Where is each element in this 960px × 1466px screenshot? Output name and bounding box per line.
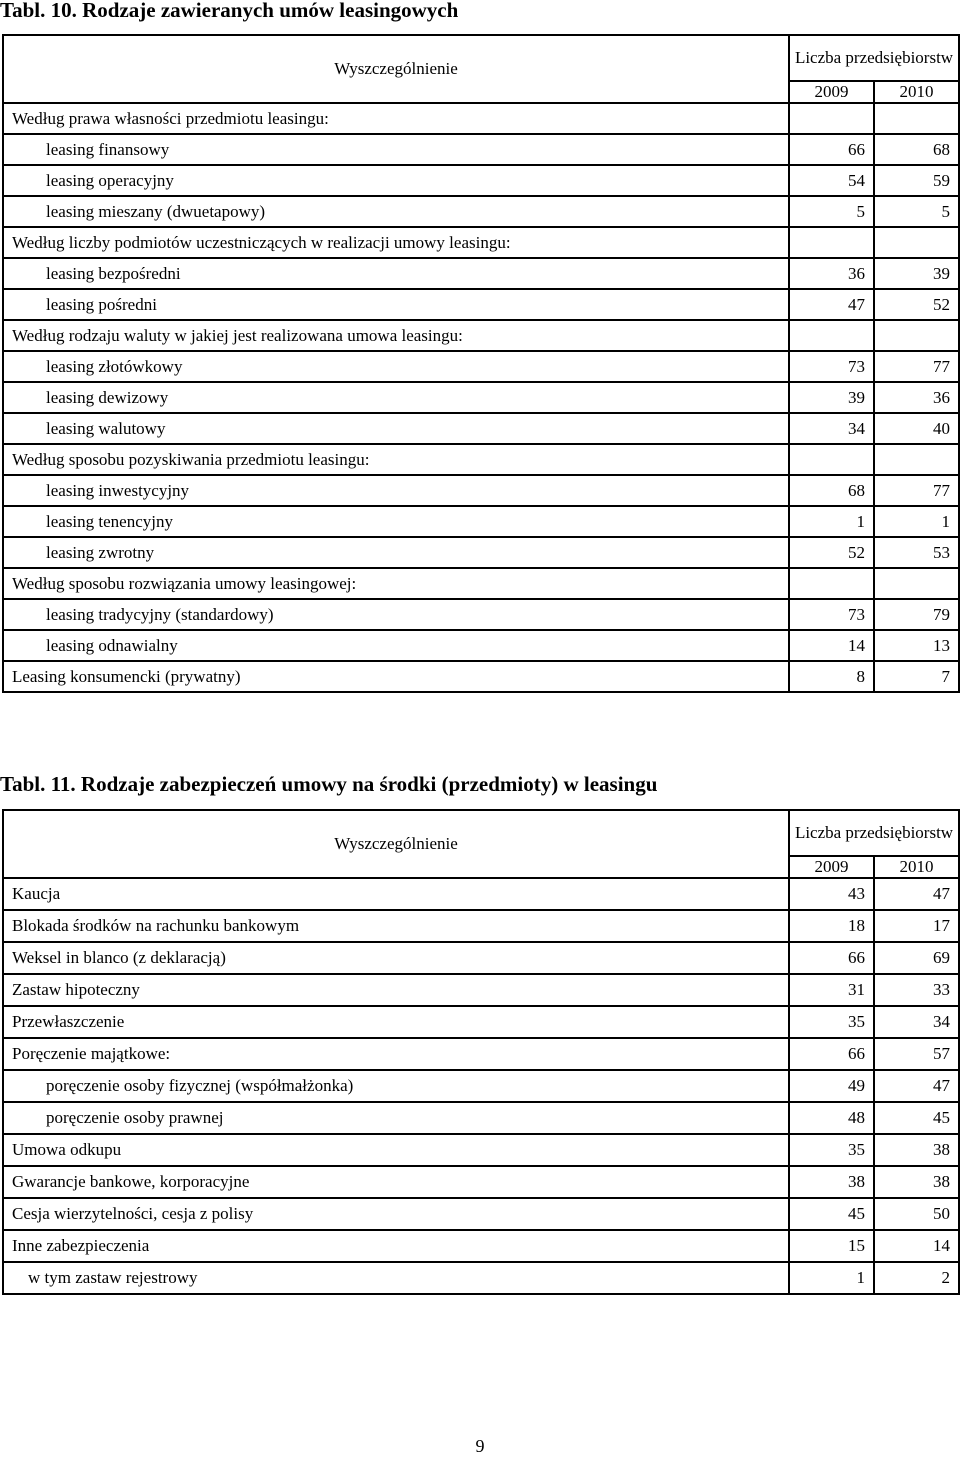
table-row — [3, 878, 959, 910]
row-label: Poręczenie majątkowe: — [3, 1038, 789, 1070]
value-2010: 77 — [874, 475, 959, 506]
table-row — [3, 196, 959, 227]
row-label: Leasing konsumencki (prywatny) — [3, 661, 789, 692]
row-label: leasing dewizowy — [3, 382, 789, 413]
row-label: Blokada środków na rachunku bankowym — [3, 910, 789, 942]
value-2010: 45 — [874, 1102, 959, 1134]
table-row — [3, 444, 959, 475]
value-2010: 52 — [874, 289, 959, 320]
table-row — [3, 506, 959, 537]
value-2009: 66 — [789, 1038, 874, 1070]
value-2009: 15 — [789, 1230, 874, 1262]
value-2009: 66 — [789, 942, 874, 974]
table-row — [3, 568, 959, 599]
row-label: leasing tradycyjny (standardowy) — [3, 599, 789, 630]
value-2010: 40 — [874, 413, 959, 444]
value-2009: 52 — [789, 537, 874, 568]
value-2010: 50 — [874, 1198, 959, 1230]
row-label: w tym zastaw rejestrowy — [3, 1262, 789, 1294]
table-row — [3, 942, 959, 974]
value-2009: 31 — [789, 974, 874, 1006]
value-2009: 45 — [789, 1198, 874, 1230]
row-label: leasing mieszany (dwuetapowy) — [3, 196, 789, 227]
value-2009: 18 — [789, 910, 874, 942]
value-2009: 54 — [789, 165, 874, 196]
table-row — [3, 974, 959, 1006]
row-label: Według sposobu rozwiązania umowy leasingowej: — [3, 568, 789, 599]
table-row — [3, 661, 959, 692]
table-row — [3, 382, 959, 413]
value-2009: 66 — [789, 134, 874, 165]
header-year-2009: 2009 — [789, 856, 874, 878]
value-2009: 68 — [789, 475, 874, 506]
row-label: leasing złotówkowy — [3, 351, 789, 382]
leasing-security-types-table — [2, 809, 960, 1295]
value-2010: 34 — [874, 1006, 959, 1038]
table-11-title: Tabl. 11. Rodzaje zabezpieczeń umowy na środki (przedmioty) w leasingu — [0, 772, 658, 796]
table-row — [3, 599, 959, 630]
row-label: leasing operacyjny — [3, 165, 789, 196]
value-2009: 8 — [789, 661, 874, 692]
row-label: Kaucja — [3, 878, 789, 910]
row-label: leasing inwestycyjny — [3, 475, 789, 506]
value-2009: 1 — [789, 1262, 874, 1294]
table-row — [3, 1262, 959, 1294]
value-2009: 73 — [789, 599, 874, 630]
table-row — [3, 1102, 959, 1134]
value-2010 — [874, 568, 959, 599]
table-row — [3, 165, 959, 196]
header-year-2010: 2010 — [874, 856, 959, 878]
value-2009: 47 — [789, 289, 874, 320]
table-row — [3, 630, 959, 661]
value-2009: 34 — [789, 413, 874, 444]
value-2010: 33 — [874, 974, 959, 1006]
table-row — [3, 103, 959, 134]
value-2010: 77 — [874, 351, 959, 382]
table-row — [3, 1230, 959, 1262]
table-row — [3, 475, 959, 506]
value-2010: 38 — [874, 1166, 959, 1198]
table-row — [3, 1006, 959, 1038]
row-label: leasing zwrotny — [3, 537, 789, 568]
row-label: Według sposobu pozyskiwania przedmiotu leasingu: — [3, 444, 789, 475]
value-2010 — [874, 444, 959, 475]
value-2009: 73 — [789, 351, 874, 382]
table-row — [3, 413, 959, 444]
value-2009 — [789, 227, 874, 258]
value-2010: 17 — [874, 910, 959, 942]
header-year-2009: 2009 — [789, 81, 874, 103]
table-row — [3, 1166, 959, 1198]
value-2010: 39 — [874, 258, 959, 289]
table-row — [3, 1198, 959, 1230]
row-label: poręczenie osoby prawnej — [3, 1102, 789, 1134]
table-row — [3, 227, 959, 258]
row-label: Umowa odkupu — [3, 1134, 789, 1166]
row-label: leasing odnawialny — [3, 630, 789, 661]
value-2009: 35 — [789, 1006, 874, 1038]
row-label: Przewłaszczenie — [3, 1006, 789, 1038]
value-2009 — [789, 568, 874, 599]
value-2010 — [874, 227, 959, 258]
value-2009 — [789, 103, 874, 134]
table-row — [3, 910, 959, 942]
row-label: leasing tenencyjny — [3, 506, 789, 537]
value-2009: 1 — [789, 506, 874, 537]
table-row — [3, 289, 959, 320]
value-2009: 36 — [789, 258, 874, 289]
value-2010: 79 — [874, 599, 959, 630]
value-2009: 48 — [789, 1102, 874, 1134]
value-2010: 1 — [874, 506, 959, 537]
table-row — [3, 1070, 959, 1102]
value-2009: 38 — [789, 1166, 874, 1198]
header-description: Wyszczególnienie — [3, 810, 789, 878]
table-row — [3, 320, 959, 351]
value-2010 — [874, 103, 959, 134]
row-label: leasing bezpośredni — [3, 258, 789, 289]
value-2010: 5 — [874, 196, 959, 227]
value-2010: 59 — [874, 165, 959, 196]
row-label: Zastaw hipoteczny — [3, 974, 789, 1006]
value-2010: 68 — [874, 134, 959, 165]
row-label: Według prawa własności przedmiotu leasingu: — [3, 103, 789, 134]
leasing-contract-types-table — [2, 34, 960, 693]
row-label: Według liczby podmiotów uczestniczących w realizacji umowy leasingu: — [3, 227, 789, 258]
value-2010: 53 — [874, 537, 959, 568]
table-row — [3, 537, 959, 568]
value-2010: 2 — [874, 1262, 959, 1294]
value-2009: 39 — [789, 382, 874, 413]
row-label: Weksel in blanco (z deklaracją) — [3, 942, 789, 974]
row-label: Cesja wierzytelności, cesja z polisy — [3, 1198, 789, 1230]
row-label: poręczenie osoby fizycznej (współmałżonka) — [3, 1070, 789, 1102]
value-2009: 43 — [789, 878, 874, 910]
value-2010 — [874, 320, 959, 351]
value-2010: 14 — [874, 1230, 959, 1262]
row-label: leasing pośredni — [3, 289, 789, 320]
value-2010: 38 — [874, 1134, 959, 1166]
table-row — [3, 258, 959, 289]
table-row — [3, 134, 959, 165]
header-year-2010: 2010 — [874, 81, 959, 103]
header-description: Wyszczególnienie — [3, 35, 789, 103]
table-row — [3, 1134, 959, 1166]
row-label: Według rodzaju waluty w jakiej jest realizowana umowa leasingu: — [3, 320, 789, 351]
table-10-title: Tabl. 10. Rodzaje zawieranych umów leasingowych — [0, 0, 459, 22]
table-row — [3, 351, 959, 382]
row-label: leasing walutowy — [3, 413, 789, 444]
value-2010: 69 — [874, 942, 959, 974]
value-2010: 47 — [874, 878, 959, 910]
value-2010: 47 — [874, 1070, 959, 1102]
value-2010: 36 — [874, 382, 959, 413]
value-2009 — [789, 320, 874, 351]
value-2009: 5 — [789, 196, 874, 227]
value-2010: 57 — [874, 1038, 959, 1070]
page-number: 9 — [475, 1436, 485, 1456]
row-label: Gwarancje bankowe, korporacyjne — [3, 1166, 789, 1198]
header-liczba: Liczba przedsiębiorstw — [789, 35, 959, 81]
table-row — [3, 1038, 959, 1070]
value-2009: 35 — [789, 1134, 874, 1166]
value-2009: 14 — [789, 630, 874, 661]
row-label: Inne zabezpieczenia — [3, 1230, 789, 1262]
value-2009 — [789, 444, 874, 475]
value-2009: 49 — [789, 1070, 874, 1102]
row-label: leasing finansowy — [3, 134, 789, 165]
header-liczba: Liczba przedsiębiorstw — [789, 810, 959, 856]
value-2010: 7 — [874, 661, 959, 692]
value-2010: 13 — [874, 630, 959, 661]
